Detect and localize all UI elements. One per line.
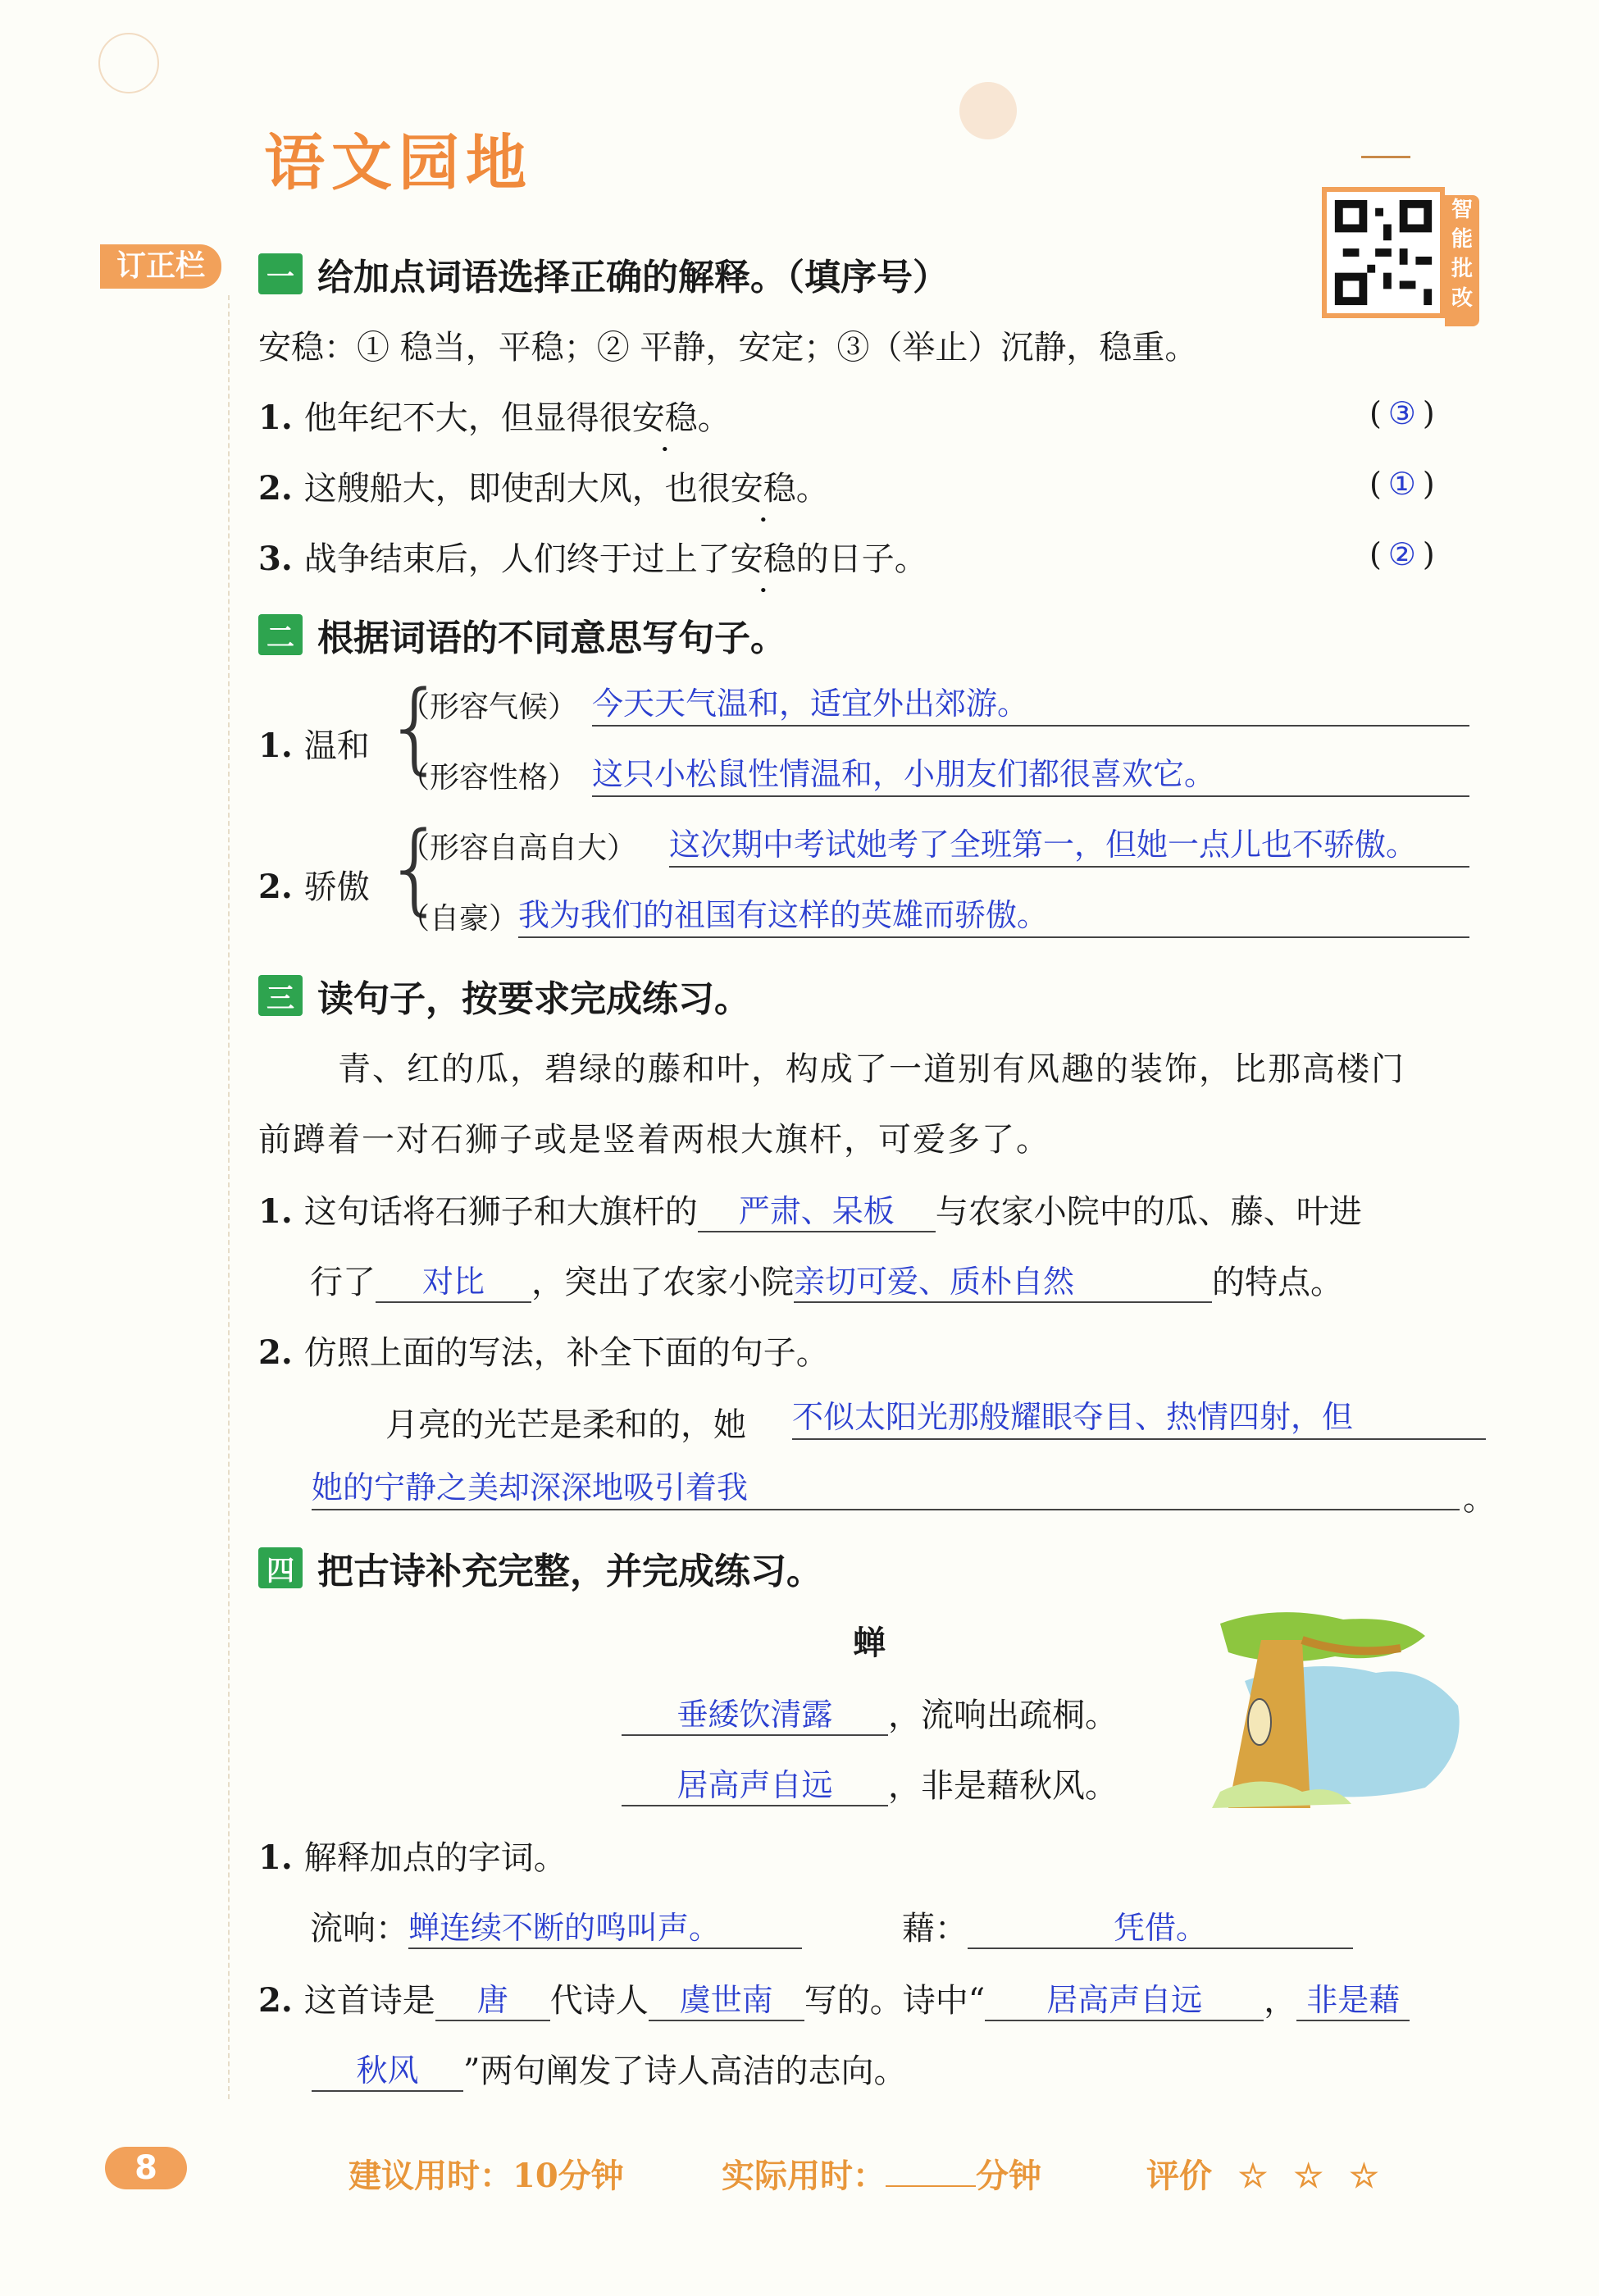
section1-answer-3[interactable]: ( ② ) <box>1369 536 1435 572</box>
page-title: 语文园地 <box>264 128 533 198</box>
section3-badge: 三 <box>258 975 303 1016</box>
qr-hanger <box>1361 156 1410 191</box>
section2-badge: 二 <box>258 614 303 655</box>
section2-label-1b: （形容性格） <box>400 761 578 795</box>
section3-passage-line2: 前蹲着一对石狮子或是竖着两根大旗杆，可爱多了。 <box>258 1121 1050 1159</box>
section3-q2-answer-line2[interactable]: 她的宁静之美却深深地吸引着我 <box>312 1466 1460 1510</box>
actual-time-input[interactable] <box>886 2185 976 2187</box>
section1-item-3: 3. 战争结束后，人们终于过上了安稳的日子。 <box>258 540 927 578</box>
star-icon[interactable]: ☆ <box>1293 2157 1323 2195</box>
section1-item-2: 2. 这艘船大，即使刮大风，也很安稳。 <box>258 469 829 508</box>
section4-title: 四 把古诗补充完整，并完成练习。 <box>258 1542 822 1594</box>
section2-answer-1b[interactable]: 这只小松鼠性情温和，小朋友们都很喜欢它。 <box>592 753 1469 797</box>
actual-time: 实际用时： 分钟 <box>722 2157 1041 2195</box>
section3-q1-line2: 行了 对比 ，突出了农家小院亲切可爱、质朴自然 的特点。 <box>310 1264 1343 1301</box>
section3-q1-blank1[interactable]: 严肃、呆板 <box>698 1191 936 1232</box>
section4-q2-blank-line1[interactable]: 居高声自远 <box>985 1980 1264 2021</box>
section2-brace-1: { <box>384 671 447 785</box>
decor-circle-top-center <box>959 82 1017 139</box>
section2-label-2b: （自豪） <box>400 902 519 936</box>
section3-q1-blank2[interactable]: 对比 <box>376 1262 531 1303</box>
poem-line-2: 居高声自远 ，非是藉秋风。 <box>622 1760 1118 1806</box>
section3-q2-period: 。 <box>1463 1480 1496 1518</box>
poem-title: 蝉 <box>853 1624 886 1662</box>
section3-q2-prompt: 月亮的光芒是柔和的，她 <box>385 1406 746 1444</box>
section3-passage-line1: 青、红的瓜，碧绿的藤和叶，构成了一道别有风趣的装饰，比那高楼门 <box>338 1050 1405 1088</box>
section1-definition: 安稳：① 稳当，平稳；② 平静，安定；③（举止）沉静，稳重。 <box>258 329 1198 367</box>
suggested-time: 建议用时：10分钟 <box>348 2157 624 2195</box>
qr-code[interactable] <box>1322 187 1445 318</box>
section4-q1b: 藉： 凭借。 <box>902 1902 1353 1949</box>
qr-code-icon <box>1327 192 1440 313</box>
section4-q1a-blank[interactable]: 蝉连续不断的鸣叫声。 <box>408 1908 802 1949</box>
decor-circle-top-left <box>98 33 159 93</box>
section4-q2-blank-dynasty[interactable]: 唐 <box>435 1980 550 2021</box>
section1-badge: 一 <box>258 253 303 294</box>
poem-line-1: 垂緌饮清露 ，流响出疏桐。 <box>622 1689 1118 1736</box>
section4-q2-blank-line2b[interactable]: 秋风 <box>312 2051 463 2092</box>
section2-answer-2a[interactable]: 这次期中考试她考了全班第一，但她一点儿也不骄傲。 <box>669 823 1469 868</box>
correction-column-divider <box>228 295 230 2099</box>
section2-title: 二 根据词语的不同意思写句子。 <box>258 608 786 661</box>
section2-brace-2: { <box>384 812 447 926</box>
section2-answer-2b[interactable]: 我为我们的祖国有这样的英雄而骄傲。 <box>518 894 1469 938</box>
section2-word-1: 1. 温和 <box>258 727 370 765</box>
section2-answer-1a[interactable]: 今天天气温和，适宜外出郊游。 <box>592 682 1469 727</box>
section3-q1-blank3[interactable]: 亲切可爱、质朴自然 <box>794 1262 1212 1303</box>
qr-side-label: 智 能 批 改 <box>1445 195 1479 326</box>
section1-title: 一 给加点词语选择正确的解释。（填序号） <box>258 248 949 300</box>
section2-label-2a: （形容自高自大） <box>400 831 637 865</box>
rating: 评价 ☆ ☆ ☆ <box>1146 2157 1379 2195</box>
section1-answer-1[interactable]: ( ③ ) <box>1369 395 1435 431</box>
section3-q2-answer-line1[interactable]: 不似太阳光那般耀眼夺目、热情四射，但 <box>792 1396 1486 1440</box>
section4-q1a: 流响：蝉连续不断的鸣叫声。 <box>310 1902 802 1949</box>
section4-q1b-blank[interactable]: 凭借。 <box>968 1908 1353 1949</box>
section1-answer-2[interactable]: ( ① ) <box>1369 466 1435 502</box>
page-number: 8 <box>105 2147 187 2189</box>
star-icon[interactable]: ☆ <box>1237 2157 1268 2195</box>
section4-q2-line1: 2. 这首诗是 唐 代诗人 虞世南 写的。诗中“ 居高声自远 ， 非是藉 <box>258 1975 1410 2021</box>
poem-blank-1[interactable]: 垂緌饮清露 <box>622 1695 888 1736</box>
section4-badge: 四 <box>258 1547 303 1588</box>
section4-q1-title: 1. 解释加点的字词。 <box>258 1838 567 1877</box>
section4-q2-blank-poet[interactable]: 虞世南 <box>649 1980 804 2021</box>
section3-q1-line1: 1. 这句话将石狮子和大旗杆的 严肃、呆板 与农家小院中的瓜、藤、叶进 <box>258 1192 1362 1231</box>
section3-q2-title: 2. 仿照上面的写法，补全下面的句子。 <box>258 1333 829 1372</box>
section3-title: 三 读句子，按要求完成练习。 <box>258 969 750 1022</box>
correction-tab: 订正栏 <box>100 244 221 289</box>
section4-q2-line2: 秋风 ”两句阐发了诗人高洁的志向。 <box>312 2045 906 2092</box>
section2-label-1a: （形容气候） <box>400 690 578 724</box>
cicada-tree-illustration <box>1212 1607 1474 1808</box>
section2-word-2: 2. 骄傲 <box>258 868 370 906</box>
section4-q2-blank-line2a[interactable]: 非是藉 <box>1296 1980 1410 2021</box>
poem-blank-2[interactable]: 居高声自远 <box>622 1765 888 1806</box>
section1-item-1: 1. 他年纪不大，但显得很安稳。 <box>258 399 731 437</box>
star-icon[interactable]: ☆ <box>1349 2157 1379 2195</box>
